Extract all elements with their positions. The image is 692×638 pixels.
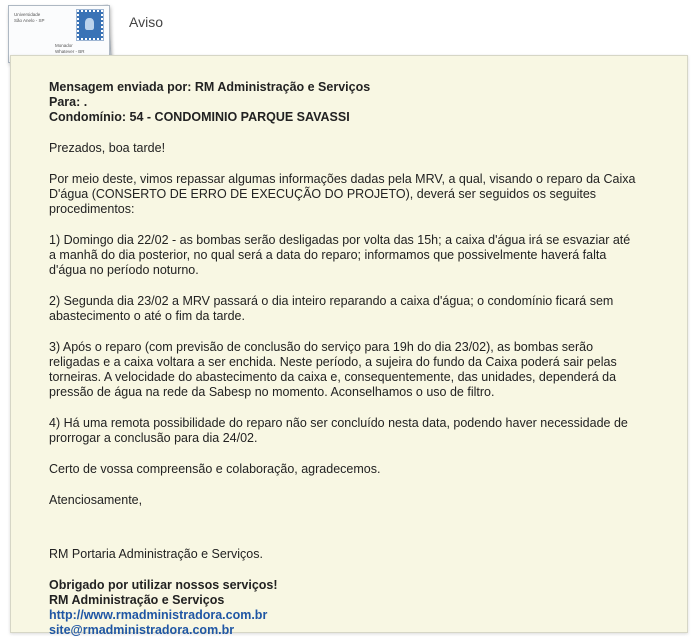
sender-line: Mensagem enviada por: RM Administração e Serviços (49, 80, 371, 94)
message-body (49, 80, 639, 638)
message-header (49, 80, 639, 125)
closing: Atenciosamente, (49, 493, 143, 507)
step-3: 3) Após o reparo (com previsão de conclusão do serviço para 19h do dia 23/02), as bombas serão religadas e a caixa voltara a ser enchida. Neste período, a sujeira do fundo da Caixa poderá sair pelas torneiras. A velocidade do abastecimento da caixa e, consequentemente, das unidades, dependerá da pressão de água na rede da Sabesp no momento. Aconselhamos o uso de filtro. (49, 340, 617, 399)
step-2: 2) Segunda dia 23/02 a MRV passará o dia inteiro reparando a caixa d'água; o condomínio ficará sem abastecimento o até o fim da tarde. (49, 294, 614, 323)
envelope-from-address: Universidade São Anelo - SP (14, 12, 45, 23)
intro-paragraph: Por meio deste, vimos repassar algumas informações dadas pela MRV, a qual, visando o reparo da Caixa D'água (CONSERTO DE ERRO DE EXECUÇÃO DO PROJETO), deverá ser seguidos os seguites procedimentos: (49, 172, 636, 216)
signature: RM Portaria Administração e Serviços. (49, 547, 263, 561)
footer-company: RM Administração e Serviços (49, 593, 225, 607)
stamp-icon (77, 10, 103, 40)
footer-block (49, 578, 639, 638)
email-link[interactable]: site@rmadministradora.com.br (49, 623, 235, 637)
greeting: Prezados, boa tarde! (49, 141, 166, 155)
step-4: 4) Há uma remota possibilidade do reparo não ser concluído nesta data, podendo haver necessidade de prorrogar a conclusão para dia 24/02. (49, 416, 628, 445)
page-title: Aviso (129, 14, 163, 30)
thanks-paragraph: Certo de vossa compreensão e colaboração, agradecemos. (49, 462, 381, 476)
step-1: 1) Domingo dia 22/02 - as bombas serão desligadas por volta das 15h; a caixa d'água irá se esvaziar até a manhã do dia posterior, no qual será a data do reparo; informamos que possivelmente haverá falta d'água no período noturno. (49, 233, 631, 277)
condominium-line: Condomínio: 54 - CONDOMINIO PARQUE SAVASSI (49, 110, 350, 124)
website-link[interactable]: http://www.rmadministradora.com.br (49, 608, 268, 622)
recipient-line: Para: . (49, 95, 88, 109)
envelope-to-address: Monador Whatever - BR (55, 43, 85, 54)
message-panel (10, 55, 688, 637)
footer-thanks: Obrigado por utilizar nossos serviços! (49, 578, 278, 592)
